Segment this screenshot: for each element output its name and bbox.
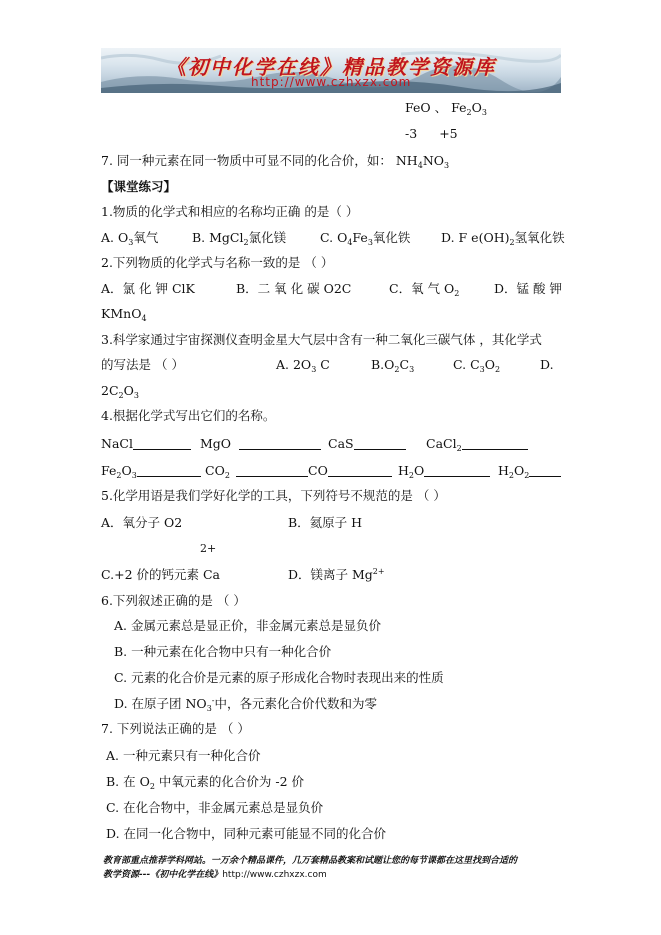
question-6-option-a: A. 金属元素总是显正价，非金属元素总是显负价 bbox=[114, 618, 381, 633]
question-7-option-a: A. 一种元素只有一种化合价 bbox=[106, 748, 261, 763]
question-6-option-d: D. 在原子团 $NO_3^-$中，各元素化合价代数和为零 bbox=[114, 696, 377, 713]
answer-blank[interactable] bbox=[328, 463, 392, 477]
answer-blank[interactable] bbox=[137, 463, 201, 477]
valence-values: -3 +5 bbox=[405, 126, 458, 141]
question-2-option-a: A．氯 化 钾 ClK bbox=[101, 281, 195, 296]
question-5-option-a: A．氧分子 O2 bbox=[101, 515, 183, 530]
footer-line-1: 教育部重点推荐学科网站。一万余个精品课件，几万套精品教案和试题让您的每节课都在这里找到合适的 bbox=[103, 856, 518, 866]
question-7-option-c: C. 在化合物中，非金属元素总是显负价 bbox=[106, 800, 324, 815]
question-4-stem: 4.根据化学式写出它们的名称。 bbox=[101, 408, 276, 423]
banner-url[interactable]: http://www.czhxzx.com bbox=[251, 75, 412, 89]
question-5-stem: 5.化学用语是我们学好化学的工具，下列符号不规范的是 （ ） bbox=[101, 488, 446, 503]
question-1-option-c: C. $O_4Fe_3$氧化铁 bbox=[320, 230, 411, 247]
footer-line-2: 教学资源---《初中化学在线》http://www.czhxzx.com bbox=[103, 870, 327, 880]
question-2-option-c: C．氧 气 $O_2$ bbox=[389, 281, 460, 298]
answer-blank[interactable] bbox=[133, 436, 191, 450]
question-3-option-d: D. bbox=[540, 357, 554, 372]
question-1-option-d: D. F $e(OH)_2$氢氧化铁 bbox=[441, 230, 565, 247]
question-3-option-b: $B.O_2C_3$ bbox=[371, 357, 415, 374]
question-6-stem: 6.下列叙述正确的是 （ ） bbox=[101, 593, 246, 608]
question-6-option-b: B. 一种元素在化合物中只有一种化合价 bbox=[114, 644, 332, 659]
banner-title: 《初中化学在线》精品教学资源库 bbox=[166, 55, 496, 79]
header-banner bbox=[101, 48, 561, 93]
question-1-stem: 1.物质的化学式和相应的名称均正确 的是（ ） bbox=[101, 204, 359, 219]
question-7-option-b: B. 在 $O_2$ 中氧元素的化合价为 -2 价 bbox=[106, 774, 305, 791]
question-5-option-c-charge: 2+ bbox=[200, 542, 217, 555]
question-4-row2-item4: $H_2O$ bbox=[398, 462, 490, 480]
question-3-stem: 3.科学家通过宇宙探测仪查明金星大气层中含有一种二氧化三碳气体 ，其化学式 bbox=[101, 332, 542, 347]
question-1-option-b: B. MgCl$_2$氯化镁 bbox=[192, 230, 287, 247]
answer-blank[interactable] bbox=[236, 463, 308, 477]
question-4-row2-item2: $CO_2$ bbox=[205, 462, 308, 480]
question-2-option-d-formula: KMnO$_4$ bbox=[101, 306, 147, 323]
question-3-option-d-formula: $2C_2O_3$ bbox=[101, 383, 139, 400]
question-5-option-b: B．氦原子 H bbox=[288, 515, 363, 530]
answer-blank[interactable] bbox=[462, 436, 528, 450]
question-5-option-c: C.+2 价的钙元素 Ca bbox=[101, 567, 220, 582]
answer-blank[interactable] bbox=[529, 463, 561, 477]
question-3-stem-line2: 的写法是 （ ） bbox=[101, 357, 184, 372]
question-6-option-c: C. 元素的化合价是元素的原子形成化合物时表现出来的性质 bbox=[114, 670, 444, 685]
question-3-option-a: A. $2O_3$ C bbox=[276, 357, 330, 374]
answer-blank[interactable] bbox=[354, 436, 406, 450]
answer-blank[interactable] bbox=[424, 463, 490, 477]
answer-blank[interactable] bbox=[239, 436, 321, 450]
question-4-row1-item3: CaS bbox=[328, 435, 406, 453]
question-4-row2-item3: CO bbox=[308, 462, 392, 480]
question-4-row1-item1: NaCl bbox=[101, 435, 191, 453]
question-7-stem: 7. 下列说法正确的是 （ ） bbox=[101, 721, 250, 736]
question-2-stem: 2.下列物质的化学式与名称一致的是 （ ） bbox=[101, 255, 334, 270]
question-3-option-c: C. $C_3O_2$ bbox=[453, 357, 501, 374]
question-4-row1-item4: CaCl$_2$ bbox=[426, 435, 528, 453]
question-4-row1-item2: MgO bbox=[200, 435, 321, 453]
question-5-option-d: D．镁离子 $Mg^{2+}$ bbox=[288, 567, 385, 582]
question-2-option-d: D．锰 酸 钾 bbox=[494, 281, 562, 296]
question-4-row2-item5: $H_2O_2$ bbox=[498, 462, 561, 480]
question-7-option-d: D. 在同一化合物中，同种元素可能显不同的化合价 bbox=[106, 826, 387, 841]
question-1-option-a: A. $O_3$氧气 bbox=[101, 230, 159, 247]
section-title: 【课堂练习】 bbox=[101, 179, 177, 194]
question-4-row2-item1: $Fe_2O_3$ bbox=[101, 462, 201, 480]
question-2-option-b: B．二 氧 化 碳 O2C bbox=[236, 281, 352, 296]
formula-line: FeO 、 $Fe_2O_3$ bbox=[405, 100, 487, 117]
knowledge-point-7: 7. 同一种元素在同一物质中可显不同的化合价，如： $NH_4NO_3$ bbox=[101, 153, 450, 170]
footer-url[interactable]: http://www.czhxzx.com bbox=[222, 870, 327, 880]
